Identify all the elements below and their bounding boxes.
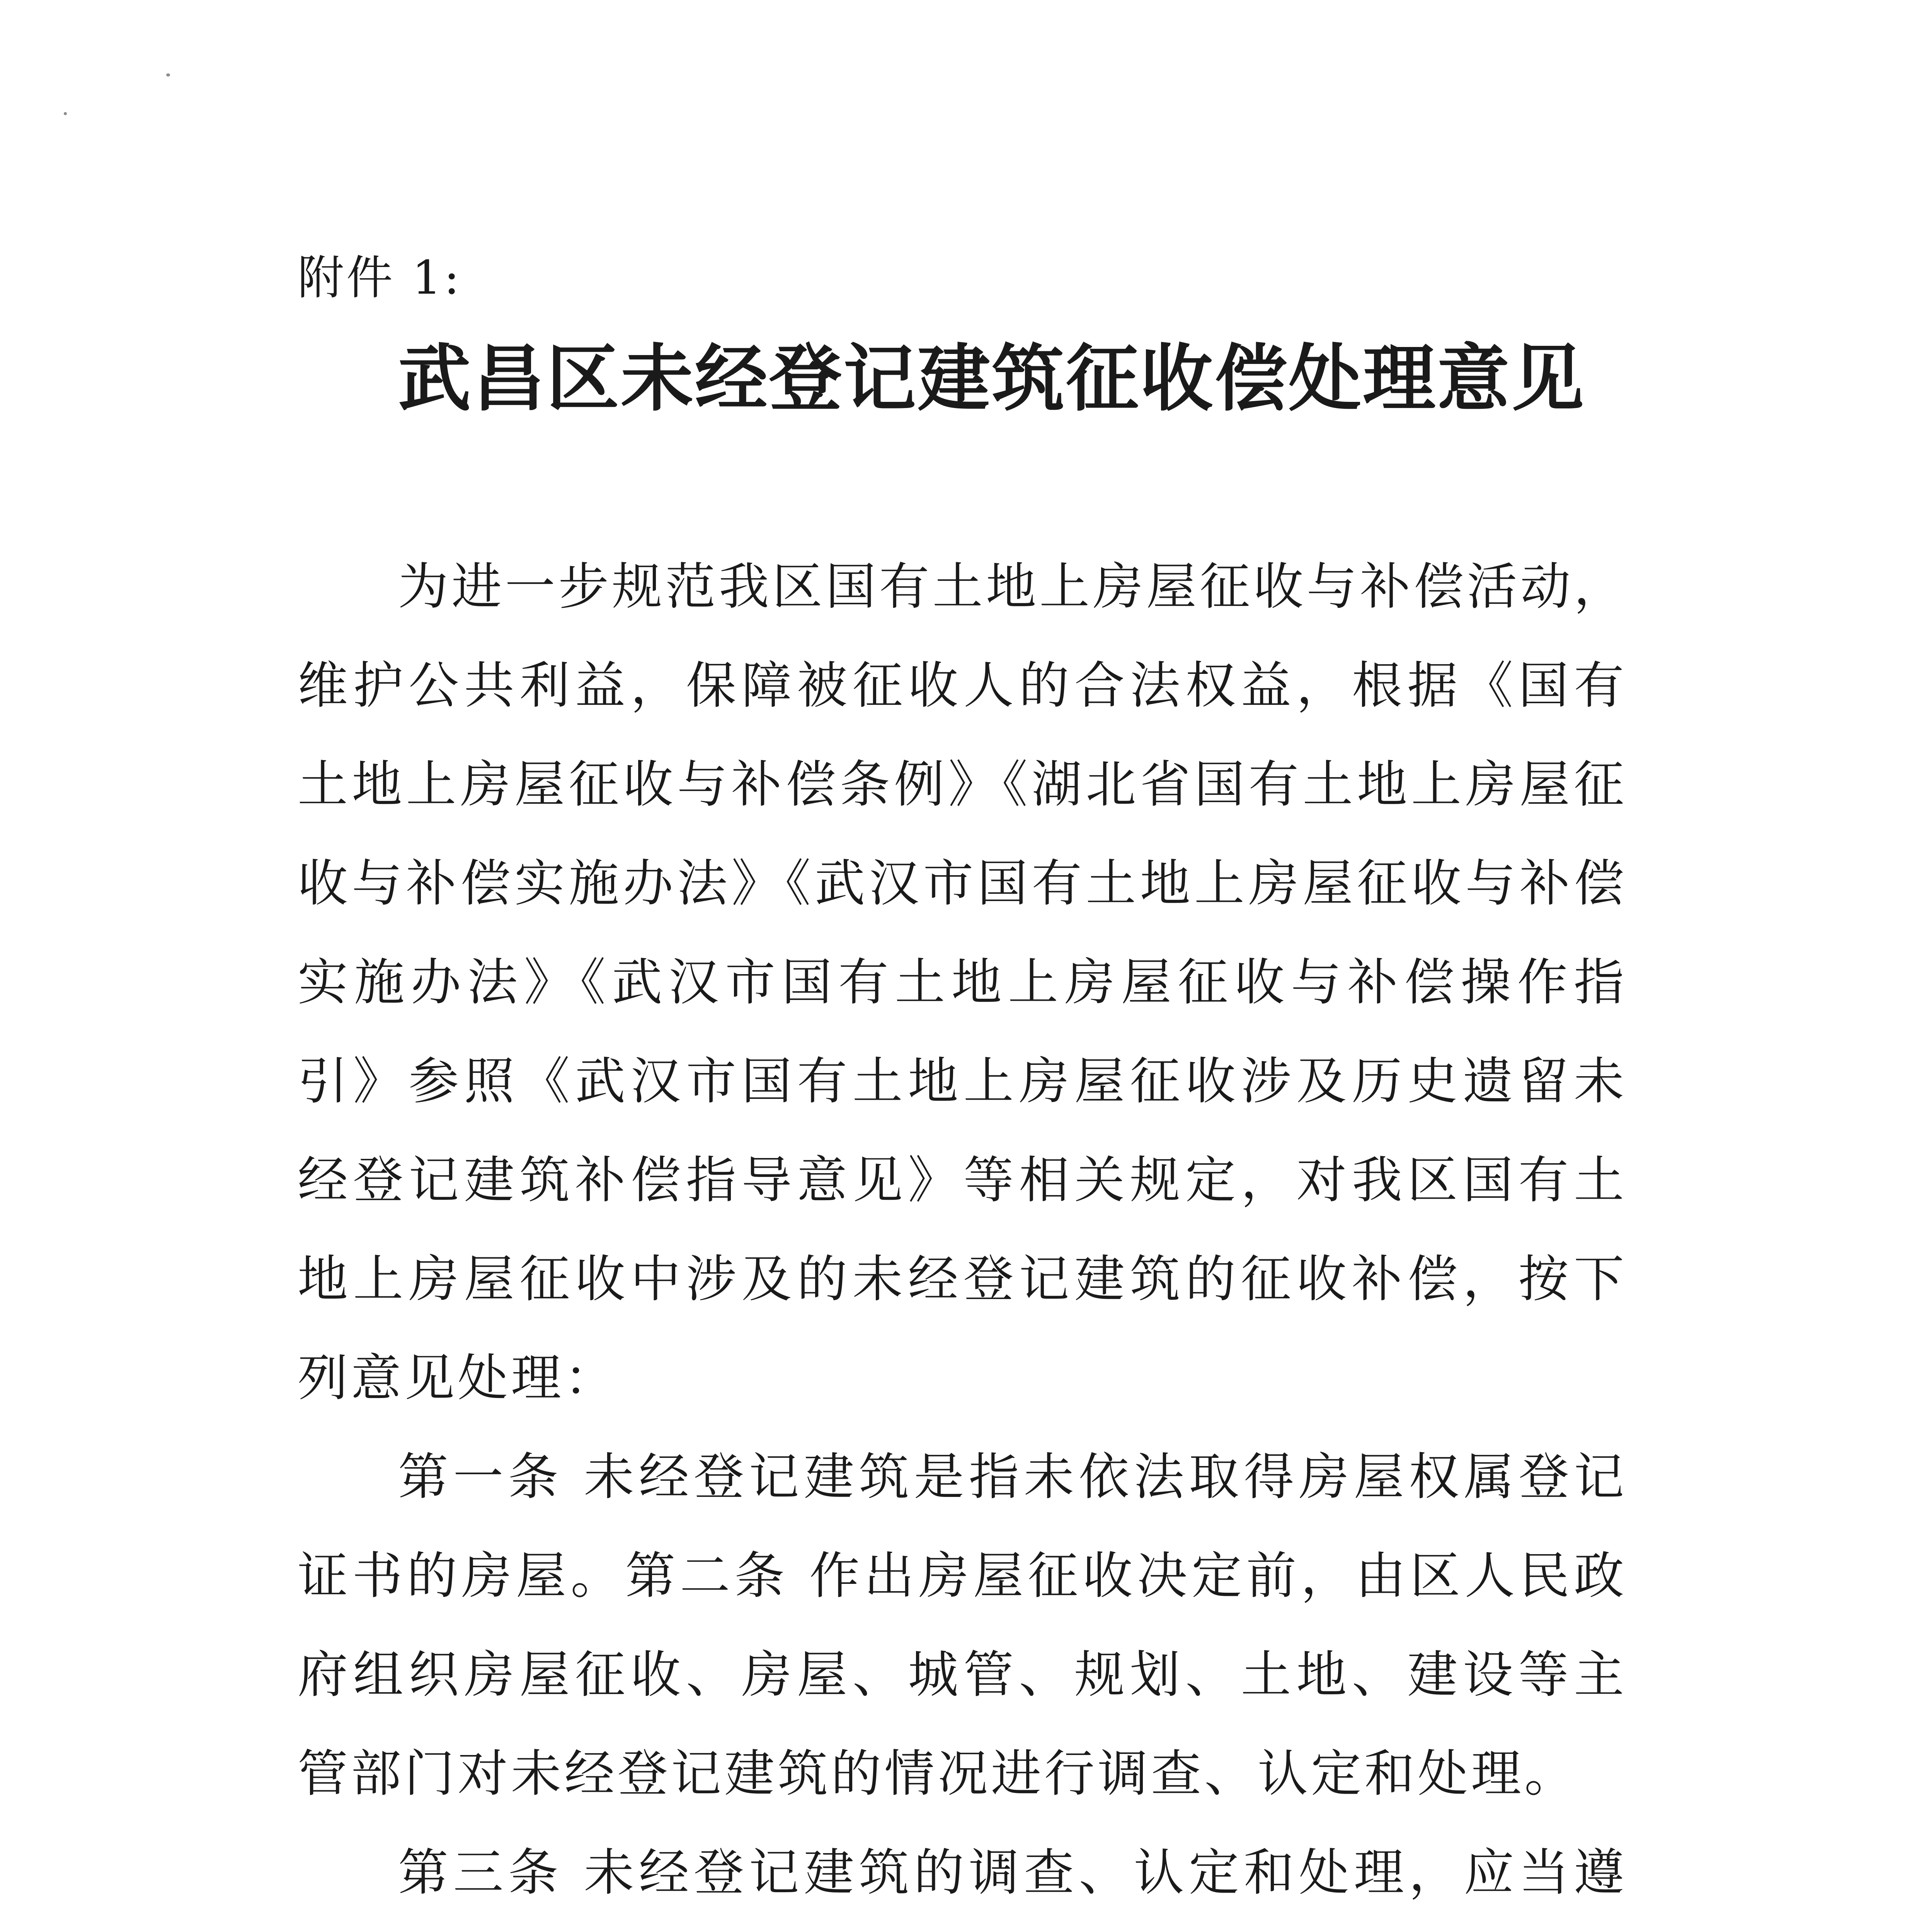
paragraph-article-3: 第三条 未经登记建筑的调查、认定和处理，应当遵 [398, 1843, 1627, 1902]
scan-speck [166, 73, 170, 77]
attachment-label: 附件 1: [298, 251, 462, 305]
paragraph-intro: 为进一步规范我区国有土地上房屋征收与补偿活动，维护公共利益，保障被征收人的合法权益，根据《国有土地上房屋征收与补偿条例》《湖北省国有土地上房屋征收与补偿实施办法》《武汉市国有土地上房屋征收与补偿实施办法》《武汉市国有土地上房屋征收与补偿操作指引》参照《武汉市国有土地上房屋征收涉及历史遗留未经登记建筑补偿指导意见》等相关规定，对我区国有土地上房屋征收中涉及的未经登记建筑的征收补偿，按下列意见处理： [298, 557, 1627, 1407]
document-body [298, 537, 1627, 1932]
document-title: 武昌区未经登记建筑征收偿处理意见 [398, 336, 1585, 421]
paragraph-article-1-2: 第一条 未经登记建筑是指未依法取得房屋权属登记证书的房屋。第二条 作出房屋征收决定前，由区人民政府组织房屋征收、房屋、城管、规划、土地、建设等主管部门对未经登记建筑的情况进行调查、认定和处理。 [298, 1447, 1627, 1803]
scan-speck [64, 112, 67, 115]
